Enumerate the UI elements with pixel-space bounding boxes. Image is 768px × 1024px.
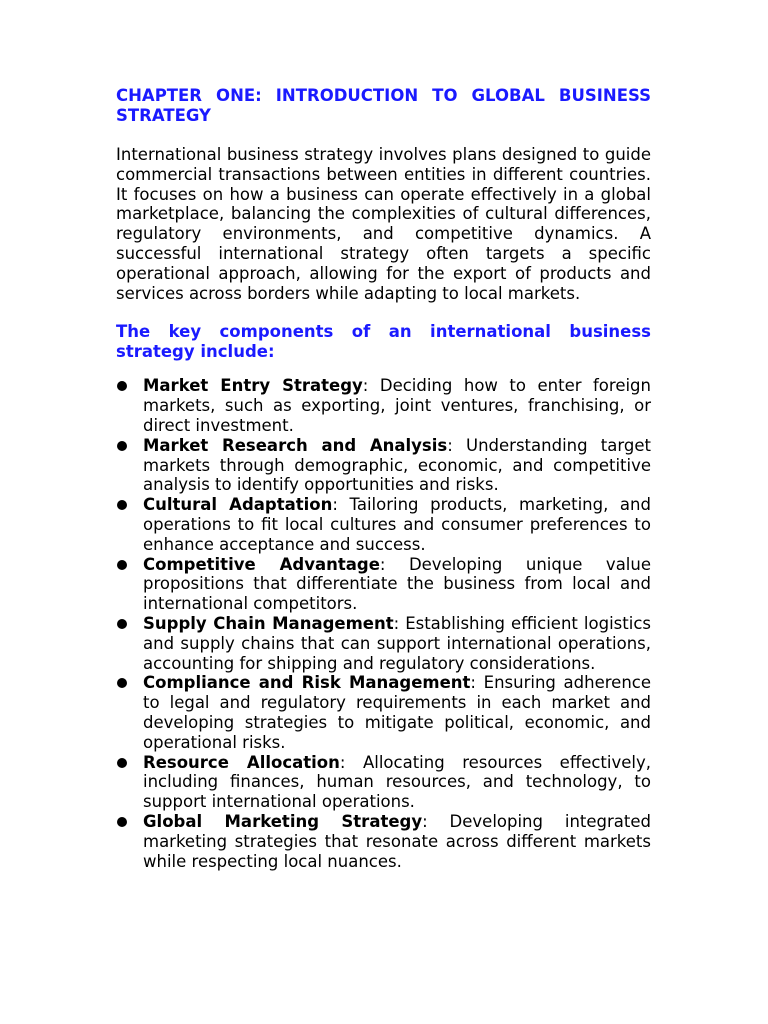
component-description: : Deciding how to enter foreign markets, such as exporting, joint ventures, franchising, or direct investment. [143, 376, 651, 435]
bullet-icon [117, 441, 127, 451]
bullet-icon [117, 619, 127, 629]
bullet-icon [117, 678, 127, 688]
document-page [116, 86, 651, 871]
component-term: Resource Allocation [143, 752, 340, 772]
chapter-title: CHAPTER ONE: INTRODUCTION TO GLOBAL BUSINESS STRATEGY [116, 86, 651, 125]
bullet-icon [117, 758, 127, 768]
components-list [116, 376, 651, 871]
component-description: : Tailoring products, marketing, and operations to fit local cultures and consumer preferences to enhance acceptance and success. [143, 495, 651, 554]
component-description: : Developing integrated marketing strategies that resonate across different markets while respecting local nuances. [143, 811, 651, 871]
component-term: Global Marketing Strategy [143, 811, 423, 831]
list-item [116, 495, 651, 554]
component-description: : Ensuring adherence to legal and regulatory requirements in each market and developing strategies to mitigate political, economic, and operational risks. [143, 673, 651, 752]
component-term: Market Research and Analysis [143, 435, 448, 455]
component-term: Competitive Advantage [143, 554, 380, 574]
component-term: Cultural Adaptation [143, 495, 333, 515]
bullet-icon [117, 381, 127, 391]
intro-paragraph: International business strategy involves plans designed to guide commercial transactions between entities in different countries. It focuses on how a business can operate effectively in a global marketplace, balancing the complexities of cultural differences, regulatory environments, and competitive dynamics. A successful international strategy often targets a specific operational approach, allowing for the export of products and services across borders while adapting to local markets. [116, 145, 651, 303]
list-item [116, 753, 651, 812]
component-description: : Establishing efficient logistics and supply chains that can support international operations, accounting for shipping and regulatory considerations. [143, 613, 651, 673]
component-description: : Developing unique value propositions that differentiate the business from local and international competitors. [143, 554, 651, 614]
list-item [116, 812, 651, 871]
component-term: Compliance and Risk Management [143, 673, 471, 693]
bullet-icon [117, 560, 127, 570]
bullet-icon [117, 817, 127, 827]
list-item [116, 436, 651, 495]
bullet-icon [117, 500, 127, 510]
component-term: Supply Chain Management [143, 613, 394, 633]
section-heading: The key components of an international business strategy include: [116, 322, 651, 362]
list-item [116, 555, 651, 614]
list-item [116, 673, 651, 752]
component-description: : Allocating resources effectively, including finances, human resources, and technology, to support international operations. [143, 752, 651, 812]
list-item [116, 376, 651, 435]
component-description: : Understanding target markets through demographic, economic, and competitive analysis to identify opportunities and risks. [143, 435, 651, 495]
list-item [116, 614, 651, 673]
component-term: Market Entry Strategy [143, 376, 363, 396]
